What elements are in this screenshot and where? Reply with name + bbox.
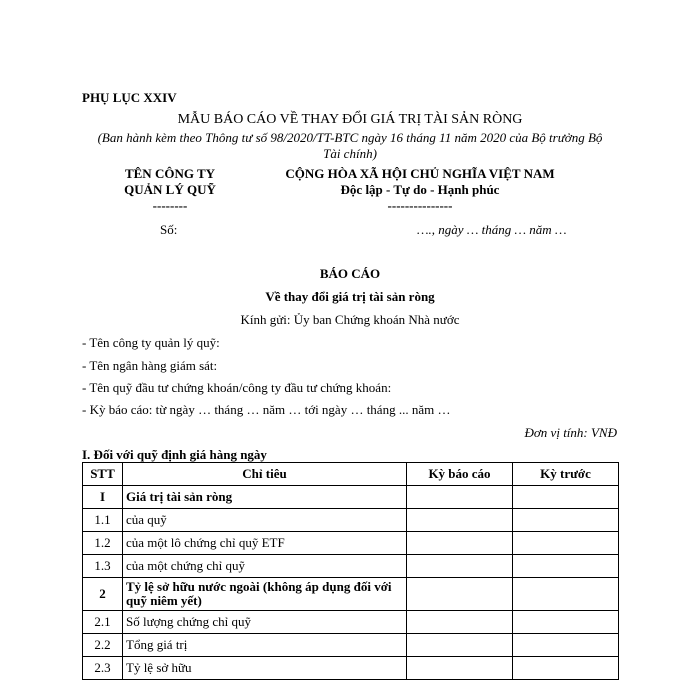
motto-divider: ---------------	[387, 198, 453, 213]
company-divider: --------	[152, 198, 188, 213]
currency-unit: Đơn vị tính: VNĐ	[524, 425, 617, 440]
row-label: Tổng giá trị	[123, 634, 407, 657]
report-subtitle: Về thay đổi giá trị tài sản ròng	[265, 289, 435, 304]
row-previous-value	[513, 634, 619, 657]
table-header-row	[83, 463, 619, 486]
appendix-label: PHỤ LỤC XXIV	[82, 90, 177, 105]
info-line-reporting-period: - Kỳ báo cáo: từ ngày … tháng … năm … tới ngày … tháng ... năm …	[82, 402, 451, 417]
row-previous-value	[513, 611, 619, 634]
info-line-fund-name: - Tên quỹ đầu tư chứng khoán/công ty đầu tư chứng khoán:	[82, 380, 392, 395]
table-row	[83, 634, 619, 657]
republic-heading: CỘNG HÒA XÃ HỘI CHỦ NGHĨA VIỆT NAM	[285, 166, 555, 181]
row-current-value	[407, 509, 513, 532]
table-row	[83, 611, 619, 634]
row-label: của quỹ	[123, 509, 407, 532]
row-label: Số lượng chứng chỉ quỹ	[123, 611, 407, 634]
header-stt: STT	[83, 463, 123, 486]
document-number-label: Số:	[160, 222, 178, 237]
info-line-fund-manager: - Tên công ty quản lý quỹ:	[82, 335, 220, 350]
addressee: Kính gửi: Ủy ban Chứng khoán Nhà nước	[240, 312, 460, 327]
row-stt: 1.1	[83, 509, 123, 532]
header-indicator: Chỉ tiêu	[123, 463, 407, 486]
row-current-value	[407, 657, 513, 680]
row-previous-value	[513, 486, 619, 509]
row-previous-value	[513, 532, 619, 555]
row-previous-value	[513, 657, 619, 680]
row-label: Giá trị tài sản ròng	[123, 486, 407, 509]
row-current-value	[407, 532, 513, 555]
issued-note-line2: Tài chính)	[323, 146, 377, 161]
row-current-value	[407, 611, 513, 634]
national-motto: Độc lập - Tự do - Hạnh phúc	[340, 182, 500, 197]
report-title: BÁO CÁO	[319, 266, 381, 281]
row-label: của một lô chứng chỉ quỹ ETF	[123, 532, 407, 555]
row-current-value	[407, 486, 513, 509]
issued-note-line1: (Ban hành kèm theo Thông tư số 98/2020/TT-BTC ngày 16 tháng 11 năm 2020 của Bộ trưởng Bộ	[97, 130, 603, 145]
row-current-value	[407, 634, 513, 657]
header-current-period: Kỳ báo cáo	[407, 463, 513, 486]
row-previous-value	[513, 509, 619, 532]
row-label: của một chứng chỉ quỹ	[123, 555, 407, 578]
row-current-value	[407, 555, 513, 578]
row-stt: I	[83, 486, 123, 509]
row-current-value	[407, 578, 513, 611]
table-row	[83, 555, 619, 578]
row-previous-value	[513, 555, 619, 578]
header-previous-period: Kỳ trước	[513, 463, 619, 486]
table-row	[83, 509, 619, 532]
date-placeholder: …., ngày … tháng … năm …	[417, 222, 567, 237]
info-line-custodian-bank: - Tên ngân hàng giám sát:	[82, 358, 218, 373]
row-stt: 1.2	[83, 532, 123, 555]
section-title: I. Đối với quỹ định giá hàng ngày	[82, 447, 267, 462]
table-row	[83, 532, 619, 555]
row-stt: 2.2	[83, 634, 123, 657]
form-title: MẪU BÁO CÁO VỀ THAY ĐỔI GIÁ TRỊ TÀI SẢN RÒNG	[177, 112, 523, 127]
table-row	[83, 486, 619, 509]
row-stt: 2.1	[83, 611, 123, 634]
company-name-line2: QUẢN LÝ QUỸ	[124, 182, 216, 197]
row-previous-value	[513, 578, 619, 611]
table-row	[83, 578, 619, 611]
row-label: Tỷ lệ sở hữu	[123, 657, 407, 680]
row-label: Tỷ lệ sở hữu nước ngoài (không áp dụng đối với quỹ niêm yết)	[123, 578, 407, 611]
table-row	[83, 657, 619, 680]
row-stt: 1.3	[83, 555, 123, 578]
company-name-line1: TÊN CÔNG TY	[124, 166, 216, 181]
nav-report-table	[82, 462, 619, 680]
row-stt: 2.3	[83, 657, 123, 680]
row-stt: 2	[83, 578, 123, 611]
